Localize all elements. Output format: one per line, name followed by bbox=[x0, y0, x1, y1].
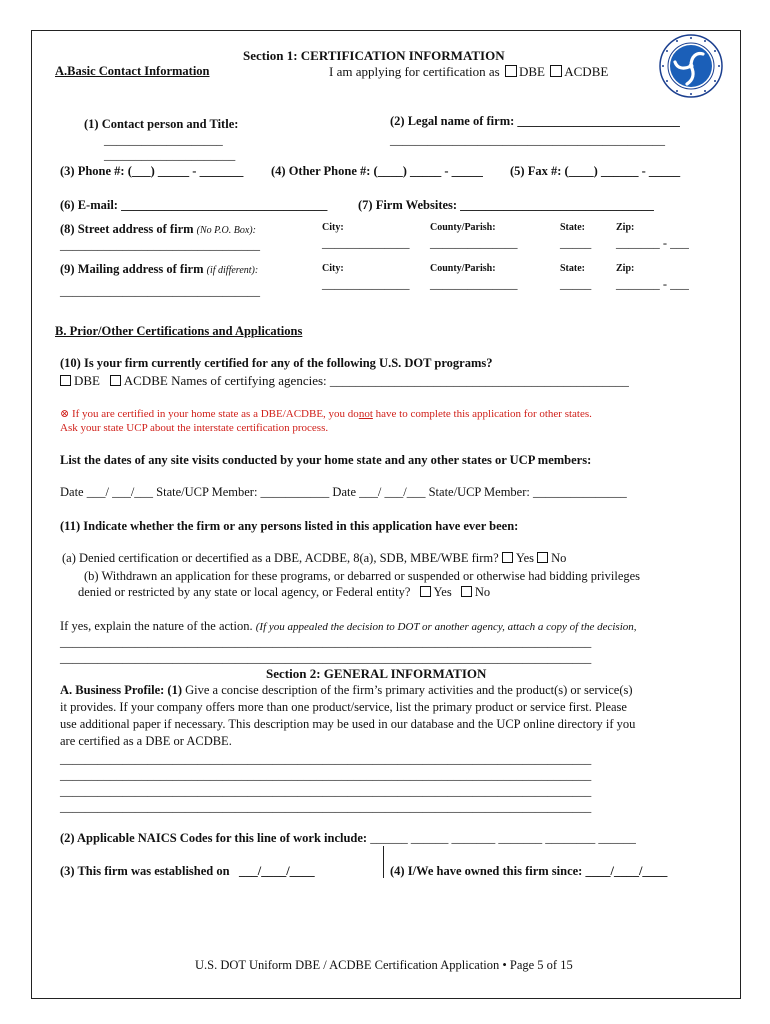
q9-label: (9) Mailing address of firm bbox=[60, 262, 204, 276]
naics-label: (2) Applicable NAICS Codes for this line of work include: bbox=[60, 831, 368, 845]
q11a-no-checkbox[interactable] bbox=[537, 552, 548, 563]
q8-city-label: City: bbox=[322, 222, 344, 233]
established-line bbox=[60, 864, 315, 879]
q2-legal-name[interactable]: (2) Legal name of firm: __________________________ bbox=[390, 114, 680, 128]
q10-question: (10) Is your firm currently certified for any of the following U.S. DOT programs? bbox=[60, 356, 493, 370]
q8-zip-blank[interactable]: _______ - ___ bbox=[616, 236, 689, 250]
interstate-note-not: not bbox=[358, 408, 373, 420]
q10-acdbe-checkbox[interactable] bbox=[110, 375, 121, 386]
interstate-note-a: ⊗ If you are certified in your home state as a DBE/ACDBE, you do bbox=[60, 408, 359, 420]
column-divider bbox=[383, 846, 384, 878]
q9-zip-label: Zip: bbox=[616, 263, 635, 274]
profile-text-1: Give a concise description of the firm’s primary activities and the product(s) or service(s) bbox=[182, 683, 633, 697]
q11b-line1: (b) Withdrawn an application for these programs, or debarred or suspended or otherwise had bidding privileges bbox=[84, 569, 641, 583]
established-label: (3) This firm was established on bbox=[60, 864, 230, 878]
q11b-yes-label: Yes bbox=[433, 585, 452, 599]
q8-blank[interactable]: ________________________________ bbox=[60, 238, 260, 252]
q9-blank[interactable]: ________________________________ bbox=[60, 284, 260, 298]
q1-contact-person: (1) Contact person and Title: bbox=[84, 117, 239, 131]
q8-label: (8) Street address of firm bbox=[60, 222, 194, 236]
profile-blank-1[interactable]: _____________________________________________________________________________________ bbox=[60, 752, 592, 766]
q5-fax[interactable]: (5) Fax #: (____) ______ - _____ bbox=[510, 164, 681, 178]
q9-county-blank[interactable]: ______________ bbox=[430, 277, 518, 291]
dbe-checkbox[interactable] bbox=[505, 65, 517, 77]
profile-blank-2[interactable]: _____________________________________________________________________________________ bbox=[60, 768, 592, 782]
basic-contact-heading: A.Basic Contact Information bbox=[55, 64, 210, 78]
q11b-yes-checkbox[interactable] bbox=[420, 586, 431, 597]
q11b-no-label: No bbox=[474, 585, 491, 599]
explain-line bbox=[60, 619, 637, 634]
q11b-no-checkbox[interactable] bbox=[461, 586, 472, 597]
applying-prefix: I am applying for certification as bbox=[329, 64, 500, 79]
q11a-yes-checkbox[interactable] bbox=[502, 552, 513, 563]
profile-line-3: use additional paper if necessary. This description may be used in our database and the UCP online directory if you bbox=[60, 717, 636, 731]
q8-county-label: County/Parish: bbox=[430, 222, 496, 233]
profile-line-4: are certified as a DBE or ACDBE. bbox=[60, 734, 232, 748]
naics-line bbox=[60, 831, 636, 846]
q10-agencies-field[interactable]: Names of certifying agencies: ______________________________________________ bbox=[171, 373, 629, 388]
explain-blank-2[interactable]: _____________________________________________________________________________________ bbox=[60, 651, 592, 665]
acdbe-checkbox[interactable] bbox=[550, 65, 562, 77]
q10-options bbox=[60, 373, 629, 389]
q11a-line bbox=[62, 551, 566, 566]
q11b-text: denied or restricted by any state or local agency, or Federal entity? bbox=[78, 585, 411, 599]
q9-zip-blank[interactable]: _______ - ___ bbox=[616, 277, 689, 291]
site-visit-dates[interactable]: Date ___/ ___/___ State/UCP Member: ___________ Date ___/ ___/___ State/UCP Member: _______________ bbox=[60, 485, 627, 499]
q11a-yes-label: Yes bbox=[515, 551, 535, 565]
naics-blanks[interactable]: ______ ______ _______ _______ ________ ______ bbox=[370, 831, 636, 845]
q11a-no-label: No bbox=[551, 551, 567, 565]
profile-blank-3[interactable]: _____________________________________________________________________________________ bbox=[60, 784, 592, 798]
q8-county-blank[interactable]: ______________ bbox=[430, 236, 518, 250]
interstate-note-b: have to complete this application for other states. bbox=[372, 408, 592, 420]
q11b-line2 bbox=[78, 585, 490, 600]
q8-note: (No P.O. Box): bbox=[196, 225, 256, 236]
profile-line-1 bbox=[60, 683, 633, 698]
interstate-note-line1 bbox=[60, 407, 592, 420]
established-blank[interactable]: ___/____/____ bbox=[238, 864, 315, 878]
section-b-title: B. Prior/Other Certifications and Applications bbox=[55, 324, 303, 338]
q10-dbe-checkbox[interactable] bbox=[60, 375, 71, 386]
section1-title: Section 1: CERTIFICATION INFORMATION bbox=[243, 48, 505, 63]
q8-street-address bbox=[60, 222, 256, 237]
explain-blank-1[interactable]: _____________________________________________________________________________________ bbox=[60, 635, 592, 649]
q9-mailing-address bbox=[60, 262, 258, 277]
q1-blank[interactable]: ___________________ bbox=[104, 133, 223, 147]
q2-blank[interactable]: ____________________________________________ bbox=[390, 133, 665, 147]
explain-note: (If you appealed the decision to DOT or another agency, attach a copy of the decision, bbox=[255, 621, 637, 633]
applying-line bbox=[329, 64, 608, 80]
profile-label: A. Business Profile: (1) bbox=[60, 683, 182, 697]
q8-city-blank[interactable]: ______________ bbox=[322, 236, 410, 250]
acdbe-label: ACDBE bbox=[564, 64, 609, 79]
dbe-label: DBE bbox=[519, 64, 545, 79]
q8-zip-label: Zip: bbox=[616, 222, 635, 233]
q10-acdbe-label: ACDBE bbox=[123, 373, 168, 388]
profile-blank-4[interactable]: _____________________________________________________________________________________ bbox=[60, 800, 592, 814]
explain-text: If yes, explain the nature of the action. bbox=[60, 619, 253, 633]
q9-note: (if different): bbox=[206, 265, 259, 276]
q6-email[interactable]: (6) E-mail: _________________________________ bbox=[60, 198, 328, 212]
q3-phone[interactable]: (3) Phone #: (___) _____ - _______ bbox=[60, 164, 244, 178]
dot-seal-icon bbox=[659, 34, 723, 98]
page-footer: U.S. DOT Uniform DBE / ACDBE Certification Application • Page 5 of 15 bbox=[195, 958, 573, 972]
q8-state-label: State: bbox=[560, 222, 585, 233]
q9-state-label: State: bbox=[560, 263, 585, 274]
q7-websites[interactable]: (7) Firm Websites: _______________________________ bbox=[358, 198, 654, 212]
q1-blank-2[interactable]: _____________________ bbox=[104, 148, 236, 162]
q10-dbe-label: DBE bbox=[74, 373, 100, 388]
owned-since[interactable]: (4) I/We have owned this firm since: ____/____/____ bbox=[390, 864, 668, 878]
q9-state-blank[interactable]: _____ bbox=[560, 277, 592, 291]
q4-other-phone[interactable]: (4) Other Phone #: (____) _____ - _____ bbox=[271, 164, 483, 178]
q9-county-label: County/Parish: bbox=[430, 263, 496, 274]
q9-city-blank[interactable]: ______________ bbox=[322, 277, 410, 291]
q8-state-blank[interactable]: _____ bbox=[560, 236, 592, 250]
interstate-note-line2: Ask your state UCP about the interstate certification process. bbox=[60, 422, 329, 434]
site-visits-heading: List the dates of any site visits conducted by your home state and any other states or UCP members: bbox=[60, 453, 592, 467]
q11a-text: (a) Denied certification or decertified as a DBE, ACDBE, 8(a), SDB, MBE/WBE firm? bbox=[62, 551, 499, 565]
q11-question: (11) Indicate whether the firm or any persons listed in this application have ever been: bbox=[60, 519, 519, 533]
section2-title: Section 2: GENERAL INFORMATION bbox=[266, 666, 487, 681]
profile-line-2: it provides. If your company offers more than one product/service, list the primary product or service first. Please bbox=[60, 700, 627, 714]
q9-city-label: City: bbox=[322, 263, 344, 274]
